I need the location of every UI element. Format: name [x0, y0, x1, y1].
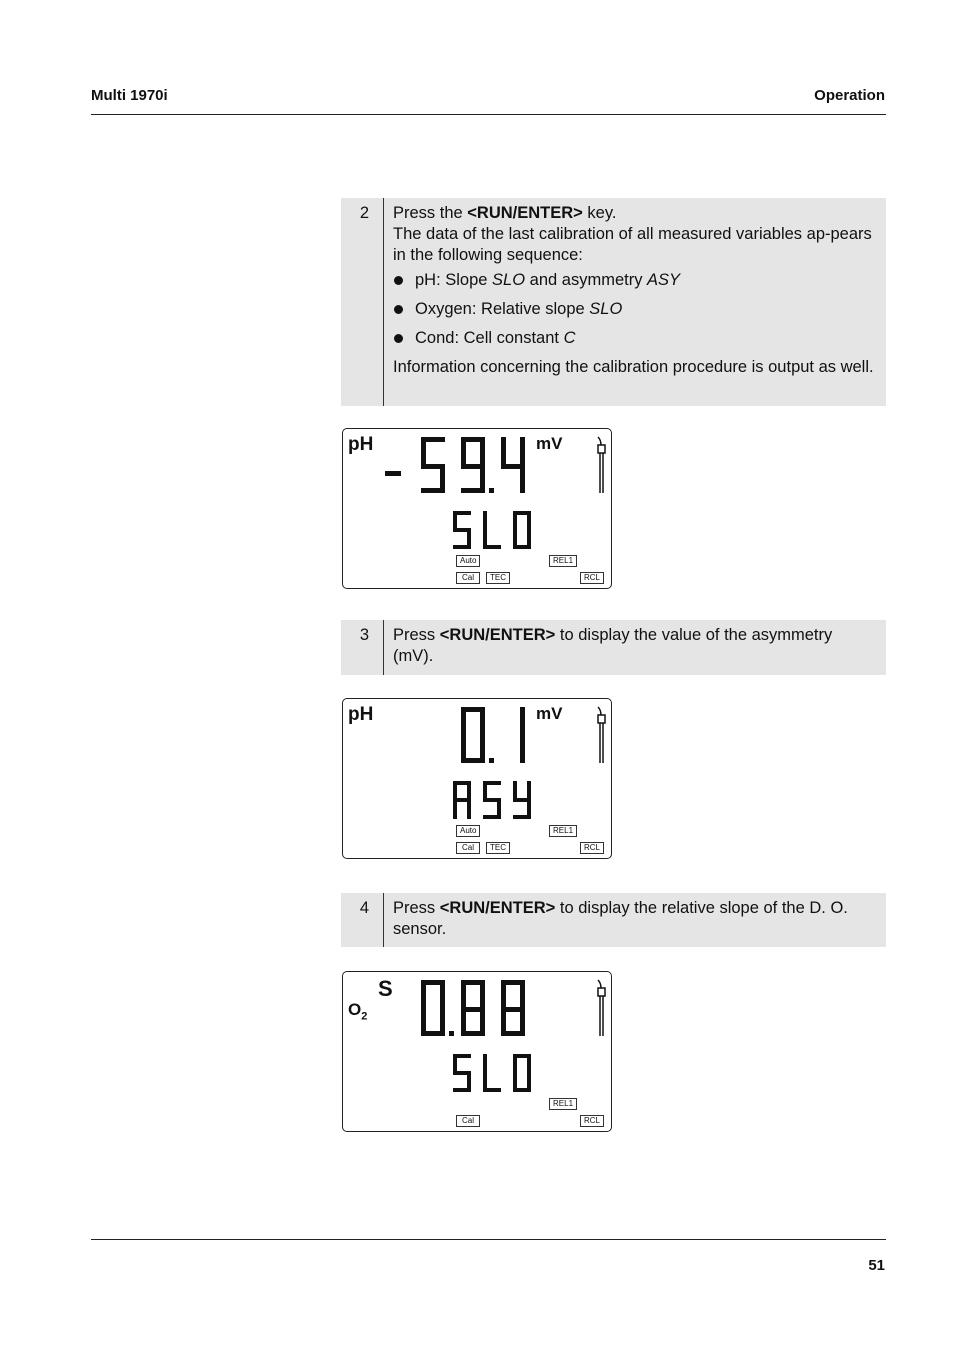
cal-indicator: Cal: [456, 842, 480, 854]
rel1-indicator: REL1: [549, 825, 577, 837]
footer-rule: [91, 1239, 886, 1240]
step-description: The data of the last calibration of all measured variables ap-pears in the following sequence:: [393, 225, 872, 264]
sensor-probe-icon: [598, 707, 605, 763]
sensor-probe-icon: [598, 437, 605, 493]
step-instruction: Press the <RUN/ENTER> key.: [393, 204, 617, 222]
step-2: [341, 198, 886, 406]
display-label: $O_2$: [348, 1000, 368, 1023]
sub-text-slo: [453, 1054, 531, 1092]
list-item: Cond: Cell constant C: [393, 328, 874, 349]
run-enter-key: <RUN/ENTER>: [439, 626, 556, 644]
running-header-section: Operation: [814, 87, 885, 104]
display-unit: mV: [536, 434, 563, 453]
tec-indicator: TEC: [486, 572, 510, 584]
page-number: 51: [868, 1257, 885, 1274]
rcl-indicator: RCL: [580, 572, 604, 584]
run-enter-key: <RUN/ENTER>: [467, 204, 583, 222]
cal-indicator: Cal: [456, 572, 480, 584]
auto-indicator: Auto: [456, 555, 480, 567]
step-number: 2: [341, 198, 384, 406]
tec-indicator: TEC: [486, 842, 510, 854]
main-value-digits: [461, 707, 525, 763]
step-number: 3: [341, 620, 384, 675]
header-rule: [91, 114, 886, 115]
step-3: [341, 620, 886, 675]
sensor-probe-icon: [598, 980, 605, 1036]
list-item: Oxygen: Relative slope SLO: [393, 299, 874, 320]
display-label: pH: [348, 434, 374, 455]
display-label: pH: [348, 704, 374, 725]
cal-indicator: Cal: [456, 1115, 480, 1127]
list-item: pH: Slope SLO and asymmetry ASY: [393, 270, 874, 291]
step-note: Information concerning the calibration procedure is output as well.: [393, 358, 874, 376]
running-header-title: Multi 1970i: [91, 87, 168, 104]
rel1-indicator: REL1: [549, 555, 577, 567]
main-value-digits: [385, 437, 525, 493]
step-4: [341, 893, 886, 947]
display-unit: mV: [536, 704, 563, 723]
step-number: 4: [341, 893, 384, 947]
rcl-indicator: RCL: [580, 1115, 604, 1127]
sub-text-asy: [453, 781, 531, 819]
lcd-display-ph-asymmetry: [342, 698, 612, 859]
lcd-display-ph-slope: [342, 428, 612, 589]
sequence-list: [393, 270, 874, 349]
run-enter-key: <RUN/ENTER>: [439, 899, 556, 917]
auto-indicator: Auto: [456, 825, 480, 837]
step-instruction: Press <RUN/ENTER> to display the value of the asymmetry (mV).: [393, 626, 833, 665]
step-instruction: Press <RUN/ENTER> to display the relative slope of the D. O. sensor.: [393, 899, 848, 938]
rcl-indicator: RCL: [580, 842, 604, 854]
lcd-display-oxygen-slope: [342, 971, 612, 1132]
sub-text-slo: [453, 511, 531, 549]
main-value-digits: [421, 980, 525, 1036]
rel1-indicator: REL1: [549, 1098, 577, 1110]
display-unit: S: [378, 976, 393, 1001]
